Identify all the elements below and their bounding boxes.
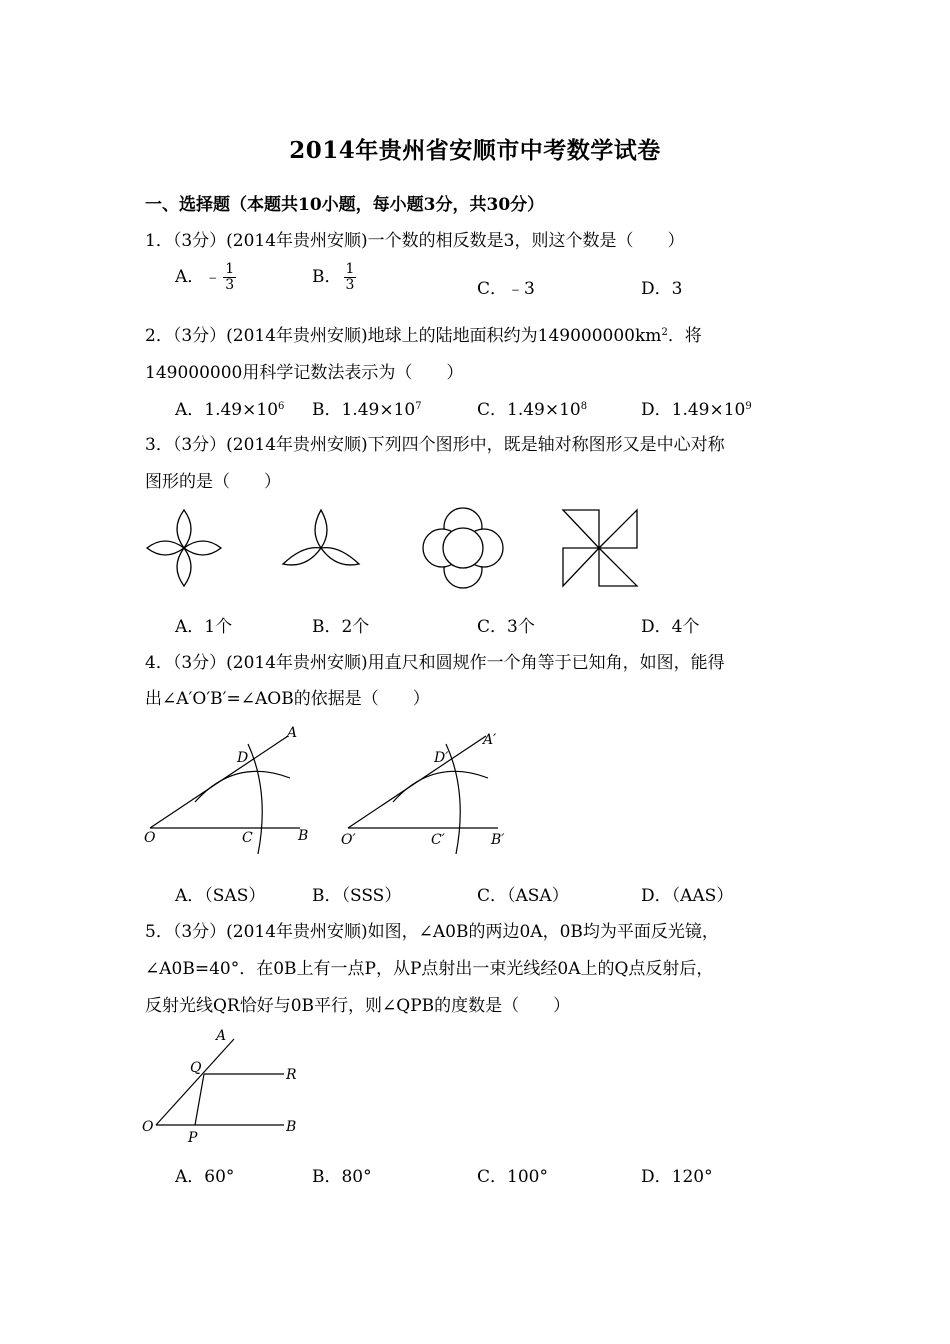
q5-figure bbox=[140, 1025, 320, 1150]
label-C-prime: C′ bbox=[431, 832, 445, 848]
label-O: O bbox=[142, 1119, 154, 1135]
denominator: 3 bbox=[225, 277, 235, 293]
option-base: B．1.49×10 bbox=[312, 400, 416, 420]
label-O: O bbox=[144, 830, 156, 846]
numerator: 1 bbox=[225, 261, 235, 277]
q4-option-a: A．（SAS） bbox=[175, 886, 266, 906]
numerator: 1 bbox=[345, 261, 355, 277]
label-C: C bbox=[242, 830, 253, 846]
denominator: 3 bbox=[345, 277, 355, 293]
q2-option-a bbox=[175, 395, 284, 420]
q5-option-a: A．60° bbox=[175, 1167, 235, 1187]
label-A: A bbox=[287, 725, 298, 741]
q2-text-end: ．将 bbox=[667, 326, 702, 346]
question-5-line-1: 5．（3分）(2014年贵州安顺)如图，∠A0B的两边0A，0B均为平面反光镜， bbox=[145, 922, 719, 942]
label-P: P bbox=[188, 1130, 198, 1146]
question-3-line-2: 图形的是（ ） bbox=[145, 472, 281, 492]
q1-option-b bbox=[312, 262, 356, 293]
fraction bbox=[344, 262, 357, 293]
q5-option-b: B．80° bbox=[312, 1167, 372, 1187]
q5-option-c: C．100° bbox=[477, 1167, 548, 1187]
question-2-line-2: 149000000用科学记数法表示为（ ） bbox=[145, 363, 464, 383]
circles-figure bbox=[423, 508, 503, 588]
option-label: B． bbox=[312, 267, 342, 287]
exponent: 2 bbox=[661, 327, 668, 338]
q5-option-d: D．120° bbox=[641, 1167, 713, 1187]
four-petal-figure bbox=[147, 510, 221, 586]
exponent: 7 bbox=[415, 401, 422, 412]
label-O-prime: O′ bbox=[341, 832, 356, 848]
question-1-text: 1．（3分）(2014年贵州安顺)一个数的相反数是3，则这个数是（ ） bbox=[145, 231, 685, 251]
three-petal-figure bbox=[283, 510, 359, 565]
question-2-line-1 bbox=[145, 321, 702, 346]
label-D: D bbox=[237, 750, 249, 766]
label-Q: Q bbox=[190, 1060, 202, 1076]
angle-figure-original bbox=[150, 736, 300, 854]
question-5-line-3: 反射光线QR恰好与0B平行，则∠QPB的度数是（ ） bbox=[145, 996, 571, 1016]
section-heading: 一、选择题（本题共10小题，每小题3分，共30分） bbox=[145, 195, 545, 215]
option-base: A．1.49×10 bbox=[175, 400, 279, 420]
q3-option-b: B．2个 bbox=[312, 617, 370, 637]
question-4-line-2: 出∠A′O′B′=∠AOB的依据是（ ） bbox=[145, 689, 430, 709]
question-3-line-1: 3．（3分）(2014年贵州安顺)下列四个图形中，既是轴对称图形又是中心对称 bbox=[145, 435, 725, 455]
q3-figures bbox=[140, 500, 660, 600]
page-title: 2014年贵州省安顺市中考数学试卷 bbox=[289, 137, 661, 164]
minus-sign: ﹣ bbox=[204, 267, 222, 287]
q3-option-c: C．3个 bbox=[477, 617, 535, 637]
mirror-figure bbox=[156, 1039, 284, 1125]
q2-text: 2．（3分）(2014年贵州安顺)地球上的陆地面积约为149000000km bbox=[145, 326, 662, 346]
label-B: B bbox=[298, 828, 309, 844]
q2-option-b bbox=[312, 395, 422, 420]
q4-option-d: D．（AAS） bbox=[641, 886, 734, 906]
q1-option-d: D．3 bbox=[641, 279, 683, 299]
option-base: C．1.49×10 bbox=[477, 400, 581, 420]
label-A-prime: A′ bbox=[483, 732, 497, 748]
q4-option-b: B．（SSS） bbox=[312, 886, 402, 906]
exponent: 6 bbox=[278, 401, 285, 412]
q4-option-c: C．（ASA） bbox=[477, 886, 569, 906]
q3-option-d: D．4个 bbox=[641, 617, 700, 637]
label-B: B bbox=[286, 1119, 297, 1135]
option-label: A． bbox=[175, 267, 205, 287]
q1-option-a bbox=[175, 262, 236, 293]
question-5-line-2: ∠A0B=40°．在0B上有一点P，从P点射出一束光线经0A上的Q点反射后， bbox=[145, 959, 714, 979]
label-D-prime: D′ bbox=[434, 750, 449, 766]
q2-option-c bbox=[477, 395, 587, 420]
question-4-line-1: 4．（3分）(2014年贵州安顺)用直尺和圆规作一个角等于已知角，如图，能得 bbox=[145, 653, 725, 673]
exponent: 8 bbox=[580, 401, 588, 412]
angle-figure-copy bbox=[348, 736, 498, 854]
q3-option-a: A．1个 bbox=[175, 617, 233, 637]
q2-option-d bbox=[641, 395, 752, 420]
q1-option-c: C．﹣3 bbox=[477, 279, 535, 299]
label-A: A bbox=[216, 1028, 227, 1044]
exponent: 9 bbox=[745, 401, 752, 412]
option-base: D．1.49×10 bbox=[641, 400, 746, 420]
label-B-prime: B′ bbox=[491, 832, 505, 848]
label-R: R bbox=[286, 1067, 297, 1083]
pinwheel-figure bbox=[563, 510, 637, 586]
q4-figures bbox=[140, 722, 520, 867]
fraction bbox=[223, 262, 236, 293]
